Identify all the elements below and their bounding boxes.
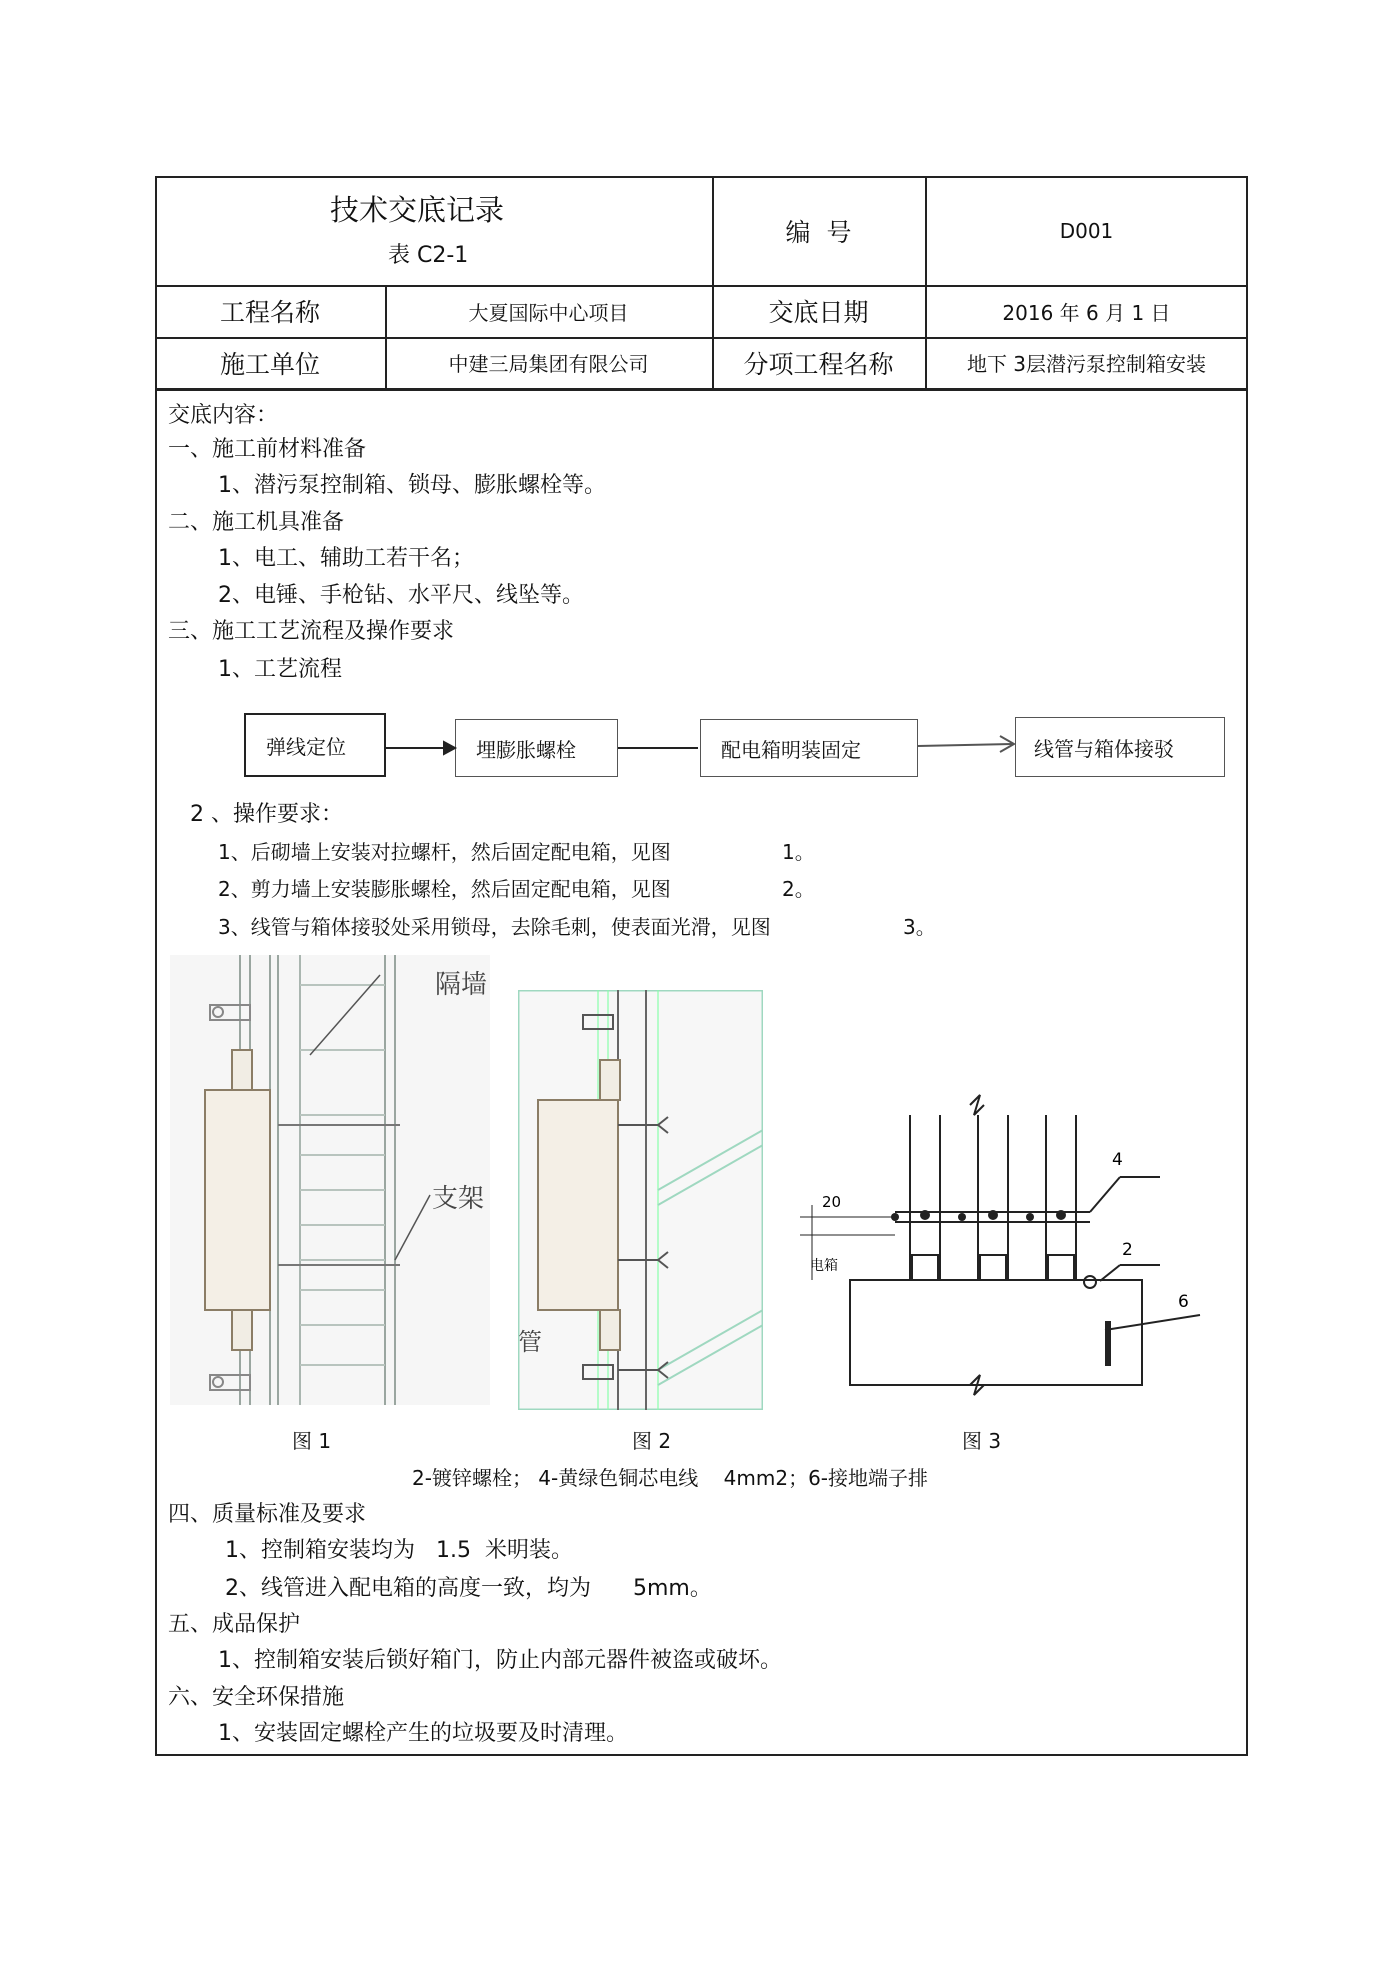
figure-2 — [518, 990, 763, 1410]
subproject-label: 分项工程名称 — [743, 349, 894, 379]
unit-value: 中建三局集团有限公司 — [448, 352, 649, 376]
flow-step-4: 线管与箱体接驳 — [1015, 717, 1225, 777]
figure-2-caption: 图 2 — [632, 1429, 672, 1453]
flow-arrows — [380, 730, 1020, 760]
fig1-gland — [232, 1050, 252, 1090]
fig1-wall-label: 隔墙 — [435, 970, 488, 1000]
ops-item-3: 3、线管与箱体接驳处采用锁母，去除毛刺，使表面光滑，见图 — [218, 915, 771, 939]
fig2-pipe-label: 管 — [518, 1328, 542, 1356]
fig3-bolt — [1026, 1213, 1034, 1221]
date-label: 交底日期 — [768, 298, 869, 327]
fig3-box-label: 电箱 — [810, 1258, 838, 1274]
section-2-item-1: 1、电工、辅助工若干名； — [218, 546, 474, 571]
fig3-bolt — [891, 1213, 899, 1221]
fig3-callout-4: 4 — [1112, 1150, 1123, 1170]
ops-item-2-ref: 2。 — [782, 877, 815, 901]
flow-step-3: 配电箱明装固定 — [700, 719, 918, 777]
code-label: 编 号 — [785, 217, 852, 247]
fig3-leader — [1100, 1265, 1120, 1281]
fig3-locknut — [912, 1255, 938, 1280]
ops-item-1: 1、后砌墙上安装对拉螺杆，然后固定配电箱，见图 — [218, 840, 671, 864]
figure-legend: 2-镀锌螺栓； 4-黄绿色铜芯电线 4mm2；6-接地端子排 — [412, 1466, 929, 1490]
ops-item-2: 2、剪力墙上安装膨胀螺栓，然后固定配电箱，见图 — [218, 877, 671, 901]
fig1-control-box — [205, 1090, 270, 1310]
section-6-item-1: 1、安装固定螺栓产生的垃圾要及时清理。 — [218, 1721, 628, 1746]
flow-step-2: 埋膨胀螺栓 — [455, 719, 618, 777]
fig3-bolt — [1056, 1210, 1066, 1220]
code-value: D001 — [1059, 218, 1114, 243]
section-4-item-2: 2、线管进入配电箱的高度一致，均为 5mm。 — [225, 1576, 712, 1601]
fig3-callout-2: 2 — [1122, 1240, 1133, 1260]
fig3-break-mark — [970, 1095, 984, 1115]
figure-1-caption: 图 1 — [292, 1429, 332, 1453]
section-2-title: 二、施工机具准备 — [168, 510, 345, 535]
flow-step-1: 弹线定位 — [244, 713, 386, 777]
fig3-leader — [1090, 1177, 1120, 1212]
form-number: 表 C2-1 — [388, 243, 469, 268]
flow-arrow-3 — [918, 744, 1012, 746]
fig2-control-box — [538, 1100, 618, 1310]
fig2-gland — [600, 1310, 620, 1350]
section-2-item-2: 2、电锤、手枪钻、水平尺、线坠等。 — [218, 583, 584, 608]
ops-item-1-ref: 1。 — [782, 840, 815, 864]
fig3-panel-box — [850, 1280, 1142, 1385]
fig3-dimension-label: 20 — [822, 1193, 842, 1211]
figure-3 — [800, 1085, 1220, 1405]
fig3-leader — [1105, 1315, 1200, 1330]
figure-1 — [170, 955, 490, 1405]
fig3-bolt — [958, 1213, 966, 1221]
fig1-gland — [232, 1310, 252, 1350]
section-3-item-1: 1、工艺流程 — [218, 657, 342, 682]
fig2-gland — [600, 1060, 620, 1100]
section-5-item-1: 1、控制箱安装后锁好箱门，防止内部元器件被盗或破坏。 — [218, 1648, 782, 1673]
fig1-bracket-label: 支架 — [432, 1184, 485, 1214]
unit-label: 施工单位 — [219, 349, 320, 379]
date-value: 2016 年 6 月 1 日 — [1002, 300, 1171, 325]
section-4-title: 四、质量标准及要求 — [168, 1502, 367, 1527]
ops-item-3-ref: 3。 — [903, 915, 936, 939]
section-3-title: 三、施工工艺流程及操作要求 — [168, 619, 455, 644]
fig3-bolt — [1084, 1276, 1096, 1288]
project-label: 工程名称 — [219, 298, 320, 327]
section-1-title: 一、施工前材料准备 — [168, 437, 367, 462]
project-value: 大夏国际中心项目 — [468, 300, 629, 325]
fig3-locknut — [1048, 1255, 1074, 1280]
fig3-bolt — [920, 1210, 930, 1220]
ops-title: 2 、操作要求： — [190, 802, 343, 827]
section-5-title: 五、成品保护 — [168, 1612, 301, 1637]
fig3-terminal-bar — [1105, 1321, 1111, 1366]
flow-arrow-1-head — [444, 742, 455, 754]
section-4-item-1: 1、控制箱安装均为 1.5 米明装。 — [225, 1538, 573, 1563]
header-divider — [155, 388, 1248, 391]
fig3-bolt — [988, 1210, 998, 1220]
form-title: 技术交底记录 — [330, 193, 505, 227]
section-1-item-1: 1、潜污泵控制箱、锁母、膨胀螺栓等。 — [218, 473, 606, 498]
fig3-callout-6: 6 — [1178, 1292, 1189, 1312]
fig3-locknut — [980, 1255, 1006, 1280]
subproject-value: 地下 3层潜污泵控制箱安装 — [966, 352, 1207, 376]
section-6-title: 六、安全环保措施 — [168, 1685, 345, 1710]
content-intro: 交底内容： — [168, 403, 279, 428]
figure-3-caption: 图 3 — [962, 1429, 1002, 1453]
